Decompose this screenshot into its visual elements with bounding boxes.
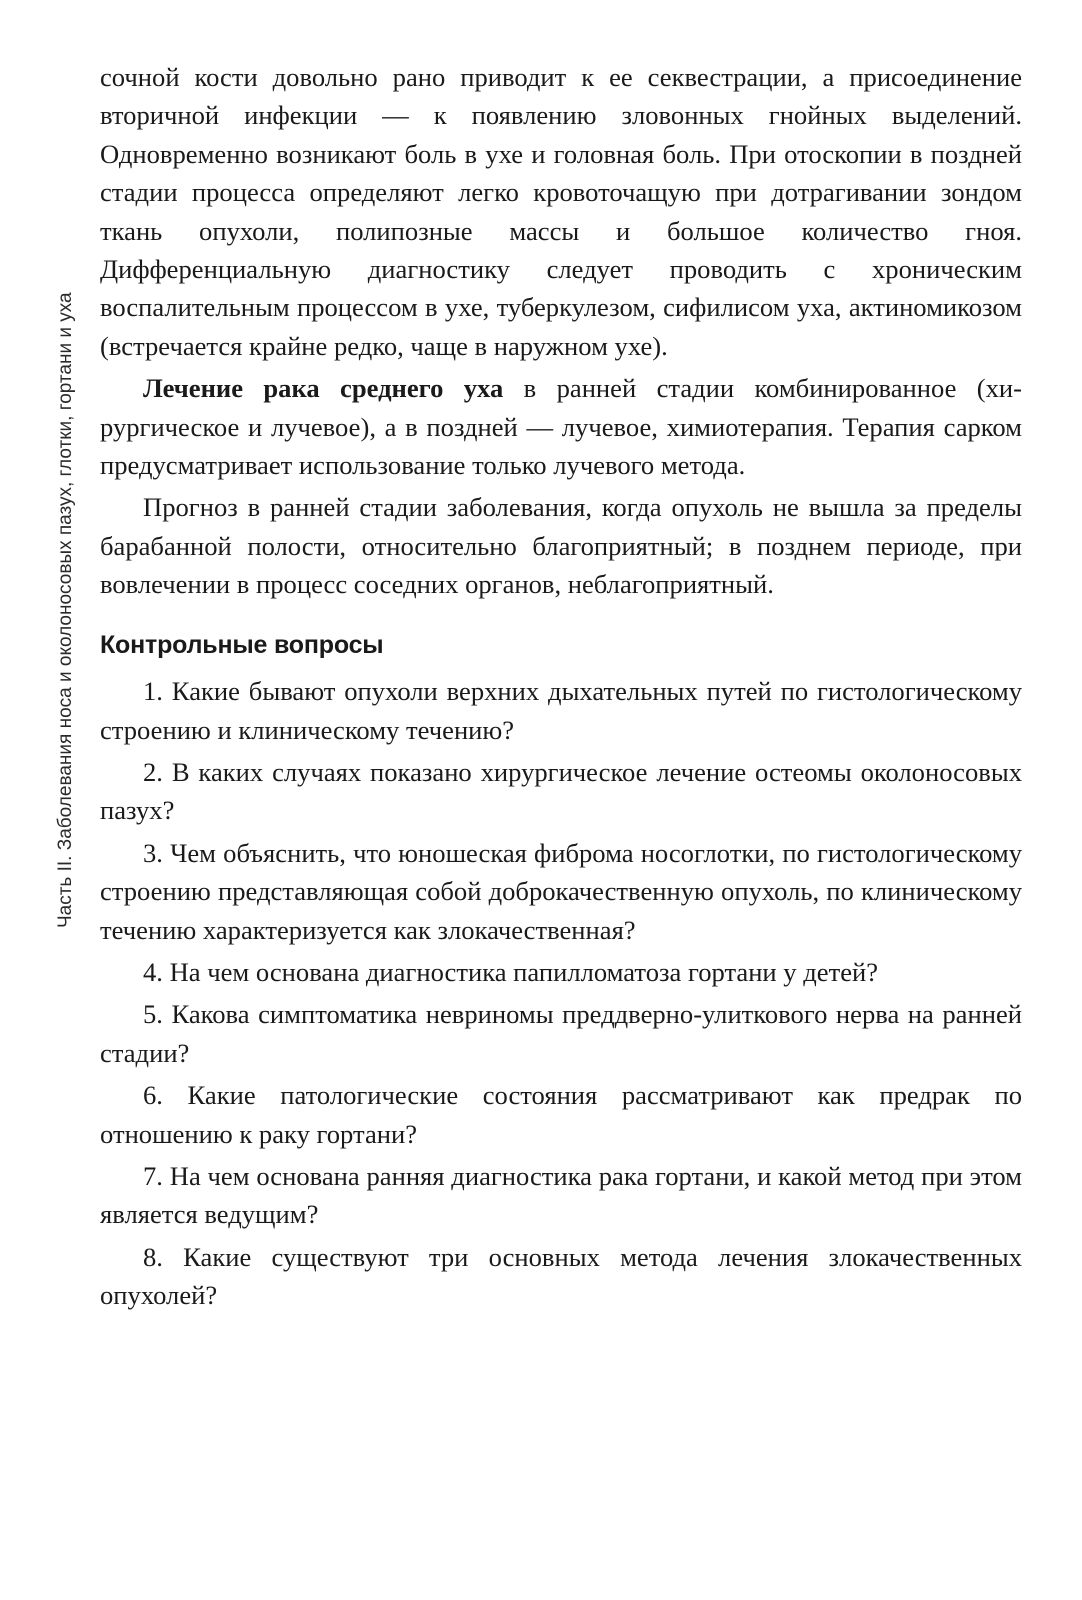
question-item: 2. В каких случаях показано хирургическое лечение остеомы околоносовых пазух? bbox=[100, 756, 1022, 826]
section-title: Контрольные вопросы bbox=[100, 630, 384, 659]
question-item: 4. На чем основана диагностика папилломатоза гортани у детей? bbox=[143, 956, 879, 987]
question-item: 7. На чем основана ранняя диагностика рака гортани, и какой метод при этом является ведущим? bbox=[100, 1160, 1022, 1230]
question-item: 1. Какие бывают опухоли верхних дыхательных путей по гистологическому строению и клиническому течению? bbox=[100, 676, 1022, 745]
treatment-term: Лечение рака среднего уха bbox=[143, 373, 504, 404]
question-item: 8. Какие существуют три основных метода лечения злокачественных опухолей? bbox=[100, 1241, 1022, 1311]
question-item: 3. Чем объяснить, что юношеская фиброма носоглотки, по гистологическому строению представляющая собой доброкачественную опухоль, по клиническому течению характеризуется как злокачественная? bbox=[100, 837, 1022, 945]
running-header: Часть II. Заболевания носа и околоносовых пазух, глотки, гортани и уха bbox=[55, 292, 76, 928]
paragraph-prognosis: Прогноз в ранней стадии заболевания, когда опухоль не вышла за пределы барабанной полости, относительно благоприятный; в позднем периоде, при вовлечении в процесс соседних органов, неблагоприятный. bbox=[100, 492, 1022, 600]
question-item: 6. Какие патологические состояния рассматривают как предрак по отношению к раку гортани? bbox=[100, 1080, 1022, 1149]
page-body bbox=[100, 58, 1022, 1315]
paragraph-ear-cancer-treatment bbox=[100, 369, 1022, 484]
questions-list bbox=[100, 672, 1022, 1315]
paragraph-ear-cancer-symptoms: сочной кости довольно рано приводит к ее секвестрации, а присоединение вторичной инфекции — к появлению зловонных гнойных выделений. Одновременно возникают боль в ухе и головная боль. При отоскопии в поздней стадии процесса определяют легко кровоточащую при дотрагивании зондом ткань опухоли, полипозные массы и большое количество гноя. Дифференциальную диагностику следует проводить с хроническим воспалительным процессом в ухе, туберкулезом, сифилисом уха, актиномикозом (встречается крайне редко, чаще в наружном ухе). bbox=[100, 62, 1022, 361]
question-item: 5. Какова симптоматика невриномы преддверно-улиткового нерва на ранней стадии? bbox=[100, 999, 1022, 1068]
treatment-text: в ранней стадии комбинированное (хирургическое и лучевое), а в поздней — лучевое, химиотерапия. Терапия сарком предусматривает использование только лучевого метода. bbox=[100, 373, 1022, 481]
